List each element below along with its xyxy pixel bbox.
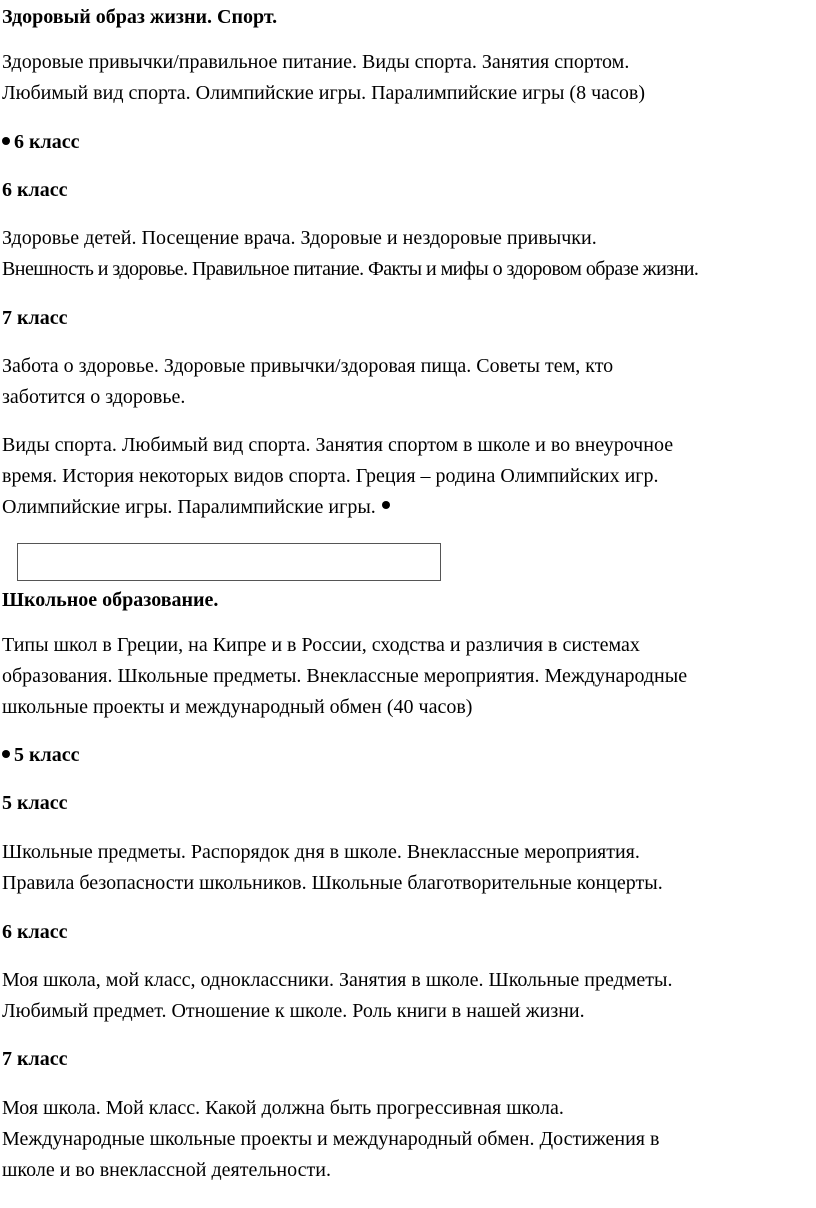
grade-5-paragraph [2, 837, 663, 899]
grade-7-school-paragraph [2, 1093, 659, 1186]
text-line: заботится о здоровье. [2, 386, 186, 408]
text-line: Виды спорта. Любимый вид спорта. Занятия спортом в школе и во внеурочное [2, 434, 674, 456]
grade-6-paragraph [2, 223, 698, 285]
text-line: образования. Школьные предметы. Внеклассные мероприятия. Международные [2, 665, 688, 687]
text-line: школе и во внеклассной деятельности. [2, 1159, 331, 1181]
bullet-heading-grade-6 [2, 127, 80, 158]
text-line: Типы школ в Греции, на Кипре и в России, сходства и различия в системах [2, 634, 640, 656]
section-intro-school [2, 630, 687, 723]
grade-heading-5: 5 класс [2, 792, 68, 814]
bullet-icon [382, 501, 390, 509]
bullet-heading-label: 6 класс [14, 131, 80, 153]
text-line: Любимый вид спорта. Олимпийские игры. Паралимпийские игры (8 часов) [2, 82, 646, 104]
text-line: Здоровье детей. Посещение врача. Здоровые и нездоровые привычки. [2, 227, 597, 249]
grade-7-paragraph-2 [2, 430, 673, 523]
text-line: школьные проекты и международный обмен (40 часов) [2, 696, 473, 718]
text-line: Внешность и здоровье. Правильное питание. Факты и мифы о здоровом образе жизни. [2, 258, 699, 280]
section-title-school: Школьное образование. [2, 589, 219, 611]
section-intro-health [2, 47, 645, 109]
text-line: время. История некоторых видов спорта. Греция – родина Олимпийских игр. [2, 465, 659, 487]
text-line: Моя школа, мой класс, одноклассники. Занятия в школе. Школьные предметы. [2, 969, 673, 991]
grade-heading-6: 6 класс [2, 179, 68, 201]
text-line: Правила безопасности школьников. Школьные благотворительные концерты. [2, 872, 663, 894]
bullet-heading-grade-5 [2, 740, 80, 771]
text-line: Любимый предмет. Отношение к школе. Роль книги в нашей жизни. [2, 1000, 585, 1022]
text-line: Моя школа. Мой класс. Какой должна быть прогрессивная школа. [2, 1097, 564, 1119]
text-line: Забота о здоровье. Здоровые привычки/здоровая пища. Советы тем, кто [2, 355, 614, 377]
empty-text-box [17, 543, 441, 581]
grade-heading-7-school: 7 класс [2, 1048, 68, 1070]
text-line: Школьные предметы. Распорядок дня в школе. Внеклассные мероприятия. [2, 841, 640, 863]
grade-heading-6-school: 6 класс [2, 921, 68, 943]
bullet-heading-label: 5 класс [14, 744, 80, 766]
bullet-icon [2, 137, 10, 145]
text-line: Здоровые привычки/правильное питание. Виды спорта. Занятия спортом. [2, 51, 630, 73]
bullet-icon [2, 750, 10, 758]
section-title-health: Здоровый образ жизни. Спорт. [2, 6, 278, 28]
grade-6-school-paragraph [2, 965, 672, 1027]
text-line: Международные школьные проекты и международный обмен. Достижения в [2, 1128, 660, 1150]
grade-heading-7: 7 класс [2, 307, 68, 329]
grade-7-paragraph-1 [2, 351, 613, 413]
text-line: Олимпийские игры. Паралимпийские игры. [2, 496, 376, 518]
